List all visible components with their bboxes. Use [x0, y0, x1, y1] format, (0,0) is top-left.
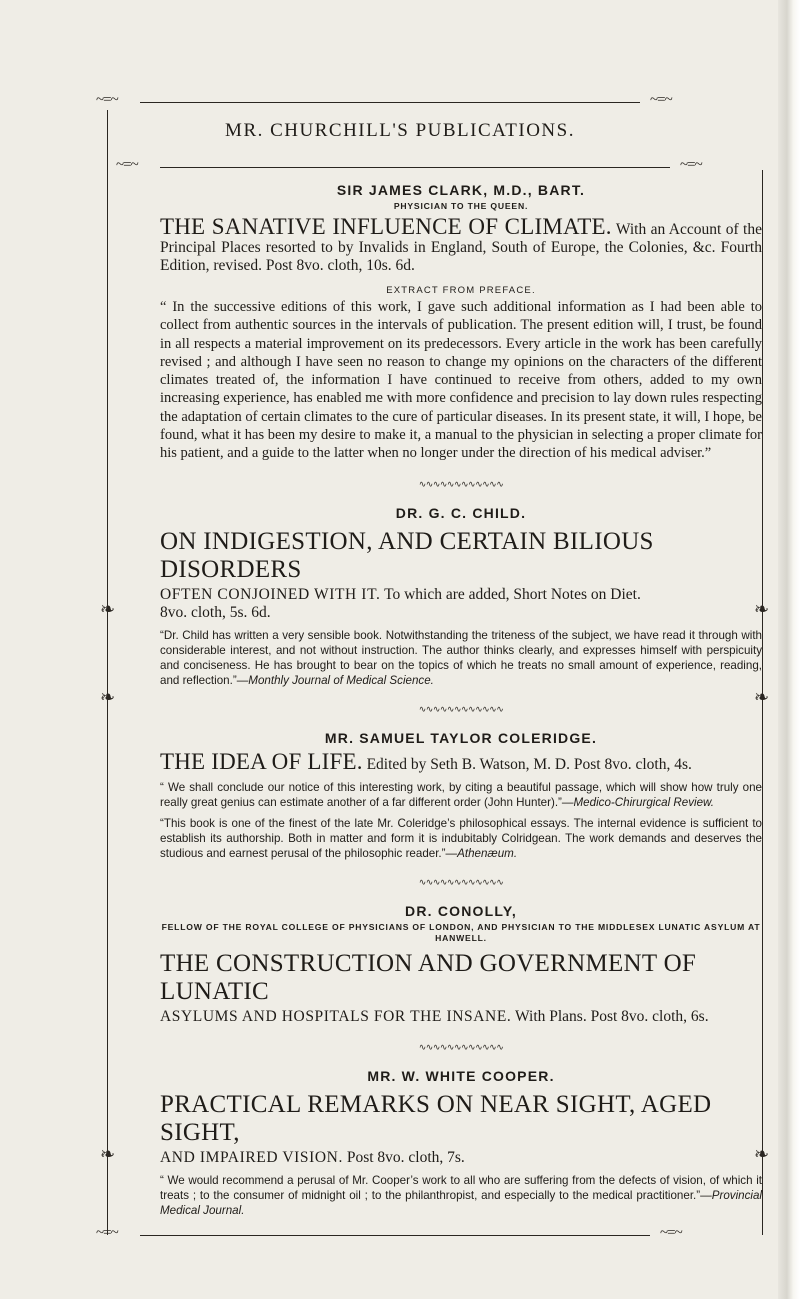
review-source: Medico-Chirurgical Review.: [573, 795, 714, 809]
book-subtitle: AND IMPAIRED VISION.: [160, 1148, 343, 1166]
left-side-mark-3: ❧: [100, 1144, 116, 1164]
book-details: With Plans. Post 8vo. cloth, 6s.: [515, 1007, 709, 1025]
review-text: “ We would recommend a perusal of Mr. Cooper’s work to all who are suffering from the defects of vision, of which it treats ; to the consumer of midnight oil ; to the philanthropist, and especially to the medical practitioner.”—: [160, 1173, 762, 1202]
author-title: FELLOW OF THE ROYAL COLLEGE OF PHYSICIANS OF LONDON, AND PHYSICIAN TO THE MIDDLESEX LUNATIC ASYLUM AT HANWELL.: [161, 921, 761, 943]
book-details: 8vo. cloth, 5s. 6d.: [160, 603, 271, 621]
book-title: PRACTICAL REMARKS ON NEAR SIGHT, AGED SIGHT,: [160, 1090, 712, 1146]
wavy-divider: ∿∿∿∿∿∿∿∿∿∿∿∿: [418, 1041, 504, 1052]
right-side-mark-3: ❧: [754, 1144, 770, 1164]
top-rule-lower: [160, 167, 670, 168]
book-subtitle: ASYLUMS AND HOSPITALS FOR THE INSANE.: [160, 1007, 512, 1025]
review-quote: [160, 1173, 762, 1218]
review-source: Athenæum.: [457, 846, 518, 860]
wavy-divider: ∿∿∿∿∿∿∿∿∿∿∿∿: [418, 478, 504, 489]
entry-child: [160, 505, 762, 688]
author-name: SIR JAMES CLARK, M.D., BART.: [336, 182, 586, 198]
book-title: THE SANATIVE INFLUENCE OF CLIMATE.: [160, 214, 612, 239]
book-details: With an Account of the Principal Places resorted to by Invalids in England, South of Europe, the Colonies, &c. Fourth Edition, revised. Post 8vo. cloth, 10s. 6d.: [160, 221, 762, 274]
left-side-mark-2: ❧: [100, 687, 116, 707]
running-head: MR. CHURCHILL'S PUBLICATIONS.: [225, 120, 575, 141]
right-side-mark-1: ❧: [754, 599, 770, 619]
review-text: “This book is one of the finest of the late Mr. Coleridge’s philosophical essays. The internal evidence is sufficient to establish its authorship. Both in matter and form it is indubitably Colridgean. The work demands and deserves the studious and earnest perusal of the philosophic reader.”—: [160, 816, 762, 860]
right-side-mark-2: ❧: [754, 687, 770, 707]
left-side-mark-1: ❧: [100, 599, 116, 619]
entry-cooper: [160, 1068, 762, 1218]
left-frame-line: [107, 110, 108, 1235]
book-details: Post 8vo. cloth, 7s.: [346, 1148, 465, 1166]
publications-list: [160, 182, 762, 1218]
book-entry: [160, 748, 762, 774]
book-subtitle-line: [160, 1008, 762, 1026]
book-details: Edited by Seth B. Watson, M. D. Post 8vo. cloth, 4s.: [366, 755, 692, 773]
author-name: MR. SAMUEL TAYLOR COLERIDGE.: [324, 729, 598, 746]
bottom-left-flourish: ~=~: [96, 1225, 118, 1241]
author-name: DR. G. C. CHILD.: [395, 504, 527, 521]
wavy-divider: ∿∿∿∿∿∿∿∿∿∿∿∿: [418, 703, 504, 714]
book-title: ON INDIGESTION, AND CERTAIN BILIOUS DISORDERS: [160, 527, 654, 583]
book-subtitle-line: [160, 586, 762, 604]
bottom-rule: [140, 1235, 650, 1236]
entry-clark: [160, 182, 762, 463]
entry-coleridge: [160, 730, 762, 861]
top-right-flourish: ~=~: [650, 92, 672, 108]
review-source: Monthly Journal of Medical Science.: [248, 673, 434, 687]
top-rule-upper: [140, 102, 640, 103]
author-title: PHYSICIAN TO THE QUEEN.: [393, 201, 529, 211]
bottom-right-flourish: ~=~: [660, 1225, 682, 1241]
page-edge: [778, 0, 800, 1299]
wavy-divider: ∿∿∿∿∿∿∿∿∿∿∿∿: [418, 876, 504, 887]
review-quote: [160, 628, 762, 688]
book-subtitle-line: [160, 1149, 762, 1167]
review-text: “Dr. Child has written a very sensible book. Notwithstanding the triteness of the subject, we have read it through with considerable interest, and not without instruction. The author thinks clearly, and expresses himself with perspicuity and conciseness. He has brought to bear on the topics of which he treats no small amount of experience, reading, and reflection.”—: [160, 628, 762, 687]
book-subtitle-note: To which are added, Short Notes on Diet.: [384, 585, 641, 603]
review-quote-1: [160, 780, 762, 810]
author-name: DR. CONOLLY,: [405, 902, 517, 919]
extract-heading: EXTRACT FROM PREFACE.: [386, 285, 536, 296]
book-subtitle: OFTEN CONJOINED WITH IT.: [160, 585, 381, 603]
head-left-flourish: ~=~: [116, 157, 138, 173]
review-quote-2: [160, 816, 762, 861]
preface-extract: “ In the successive editions of this work, I gave such additional information as I had been able to collect from authentic sources in the intervals of publication. The present edition will, I trust, be found in all respects a material improvement on its predecessors. Every article in the work has been carefully revised ; and although I have seen no reason to change my opinions on the characters of the different climates treated of, the information I have continued to receive from others, added to my own increasing experience, has enabled me with more confidence and precision to lay down rules respecting the adaptation of certain climates to the cure of particular diseases. In its present state, it will, I hope, be found, what it has been my desire to make it, a manual to the physician in selecting a proper climate for his patient, and a guide to the latter when no longer under the direction of his medical adviser.”: [160, 299, 762, 462]
review-text: “ We shall conclude our notice of this interesting work, by citing a beautiful passage, which will show how truly one really great genius can estimate another of a far different order (John Hunter).”—: [160, 780, 762, 809]
review-source: Provincial Medical Journal.: [160, 1188, 762, 1217]
book-entry: [160, 214, 762, 275]
top-left-flourish: ~=~: [96, 92, 118, 108]
book-title: THE IDEA OF LIFE.: [160, 748, 363, 774]
entry-conolly: [160, 903, 762, 1026]
book-title: THE CONSTRUCTION AND GOVERNMENT OF LUNATIC: [160, 949, 697, 1005]
head-right-flourish: ~=~: [680, 157, 702, 173]
author-name: MR. W. WHITE COOPER.: [367, 1067, 555, 1084]
